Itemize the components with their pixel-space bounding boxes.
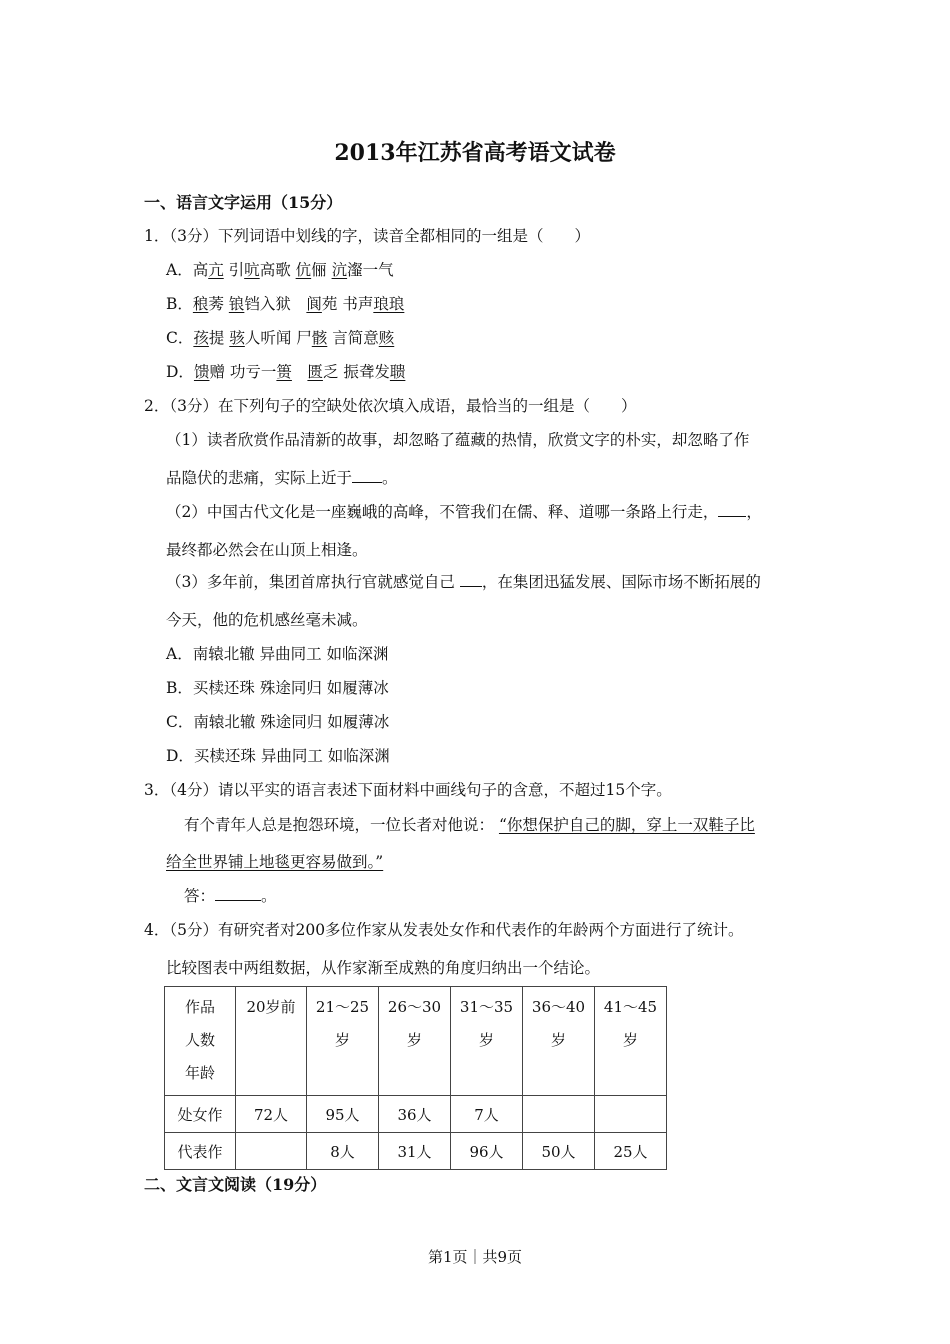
- underlined-sentence: “你想保护自己的脚，穿上一双鞋子比: [498, 816, 755, 834]
- question-2-stem: 2．（3分）在下列句子的空缺处依次填入成语，最恰当的一组是（ ）: [144, 397, 637, 415]
- statistics-table: [164, 986, 667, 1170]
- q3-material-line-2: [166, 850, 383, 872]
- table-cell: [595, 1096, 667, 1133]
- table-cell: 96人: [451, 1133, 523, 1170]
- q2-sentence-3-line-2: 今天，他的危机感丝毫未减。: [166, 611, 368, 629]
- q2-option-d: D．买椟还珠 异曲同工 如临深渊: [166, 747, 390, 765]
- table-row: [165, 1133, 667, 1170]
- table-cell: 25人: [595, 1133, 667, 1170]
- q2-option-b: B．买椟还珠 殊途同归 如履薄冰: [166, 679, 389, 697]
- q2-sentence-1-line-2: 品隐伏的悲痛，实际上近于 。: [166, 469, 398, 487]
- page-footer: 第1页｜共9页: [427, 1248, 523, 1266]
- q4-stem-line-2: 比较图表中两组数据，从作家渐至成熟的角度归纳出一个结论。: [166, 959, 601, 977]
- column-header: 31～35 岁: [451, 987, 523, 1096]
- table-cell: 31人: [379, 1133, 451, 1170]
- q3-material-line-1: 有个青年人总是抱怨环境，一位长者对他说： “你想保护自己的脚，穿上一双鞋子比: [184, 816, 755, 834]
- underlined-sentence: 给全世界铺上地毯更容易做到。”: [166, 853, 384, 871]
- row-label: 处女作: [165, 1096, 236, 1133]
- fill-blank: [718, 502, 746, 517]
- table-cell: [236, 1133, 307, 1170]
- table-cell: 95人: [307, 1096, 379, 1133]
- q1-option-a: A．高亢 引吭高歌 伉俪 沆瀣一气: [166, 261, 394, 279]
- q2-sentence-1-line-1: （1）读者欣赏作品清新的故事，却忽略了蕴藏的热情，欣赏文字的朴实，却忽略了作: [166, 431, 750, 449]
- q2-sentence-2-line-1: （2）中国古代文化是一座巍峨的高峰，不管我们在儒、释、道哪一条路上行走， ，: [166, 503, 762, 521]
- q2-option-c: C．南辕北辙 殊途同归 如履薄冰: [166, 713, 390, 731]
- table-row: [165, 1096, 667, 1133]
- q1-option-b: B．稂莠 锒铛入狱 阆苑 书声琅琅: [166, 295, 405, 313]
- question-4-stem: 4．（5分）有研究者对200多位作家从发表处女作和代表作的年龄两个方面进行了统计。: [144, 921, 744, 939]
- table-cell: 72人: [236, 1096, 307, 1133]
- q2-sentence-3-line-1: （3）多年前，集团首席执行官就感觉自己 ，在集团迅猛发展、国际市场不断拓展的: [166, 573, 761, 591]
- table-cell: 8人: [307, 1133, 379, 1170]
- table-cell: 36人: [379, 1096, 451, 1133]
- column-header: 20岁前: [236, 987, 307, 1096]
- option-letter: B．: [166, 295, 193, 313]
- table-cell: [523, 1096, 595, 1133]
- header-corner-cell: 作品 人数 年龄: [165, 987, 236, 1096]
- option-letter: A．: [166, 261, 193, 279]
- answer-blank: [215, 886, 261, 901]
- fill-blank: [460, 572, 482, 587]
- column-header: 36～40 岁: [523, 987, 595, 1096]
- q3-answer-line: 答： 。: [184, 887, 277, 905]
- column-header: 41～45 岁: [595, 987, 667, 1096]
- column-header: 26～30 岁: [379, 987, 451, 1096]
- question-1-stem: 1．（3分）下列词语中划线的字，读音全都相同的一组是（ ）: [144, 227, 590, 245]
- question-3-stem: 3．（4分）请以平实的语言表述下面材料中画线句子的含意，不超过15个字。: [144, 781, 672, 799]
- option-letter: C．: [166, 329, 194, 347]
- q2-sentence-2-line-2: 最终都必然会在山顶上相逢。: [166, 541, 368, 559]
- q1-option-d: D．馈赠 功亏一篑 匮乏 振聋发聩: [166, 363, 406, 381]
- section-heading-1: 一、语言文字运用（15分）: [144, 193, 343, 212]
- q2-option-a: A．南辕北辙 异曲同工 如临深渊: [166, 645, 389, 663]
- fill-blank: [352, 468, 382, 483]
- table-cell: 7人: [451, 1096, 523, 1133]
- page-title: 2013年江苏省高考语文试卷: [334, 140, 616, 166]
- table-cell: 50人: [523, 1133, 595, 1170]
- column-header: 21～25 岁: [307, 987, 379, 1096]
- section-heading-2: 二、文言文阅读（19分）: [144, 1175, 327, 1194]
- q1-option-c: C．孩提 骇人听闻 尸骸 言简意赅: [166, 329, 395, 347]
- option-letter: D．: [166, 363, 194, 381]
- table-header-row: [165, 987, 667, 1096]
- row-label: 代表作: [165, 1133, 236, 1170]
